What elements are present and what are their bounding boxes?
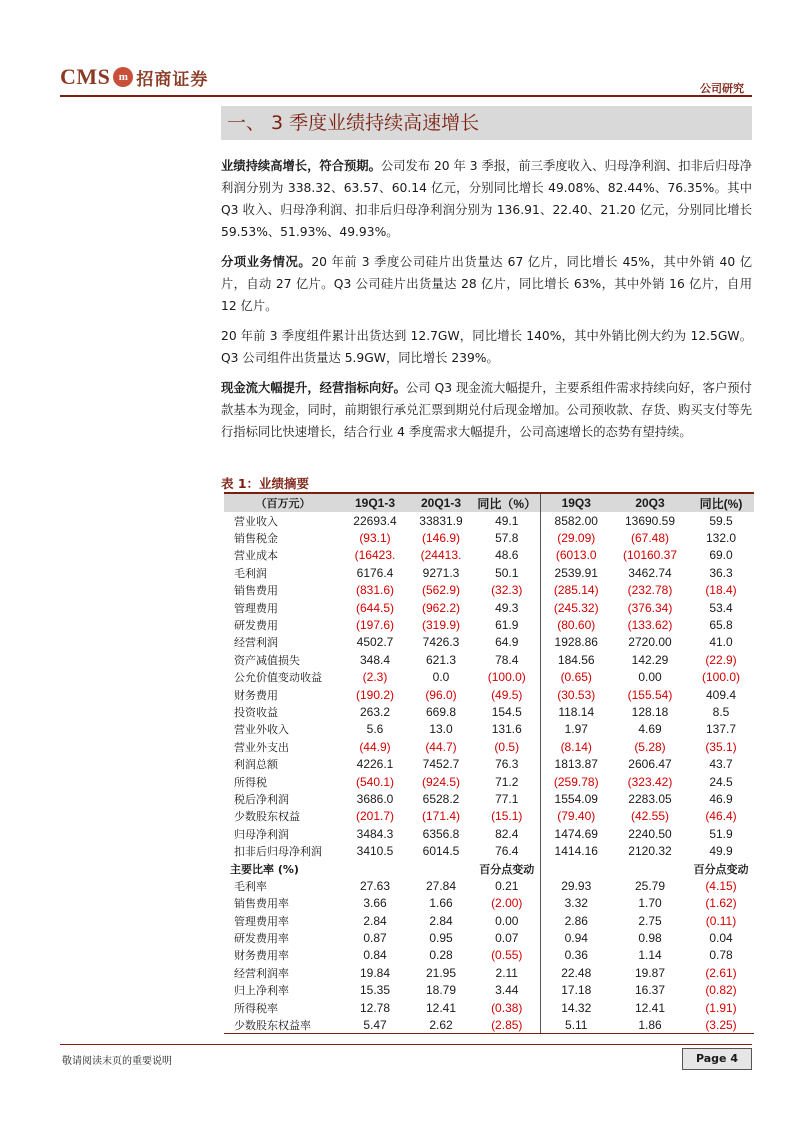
table-cell: 5.47: [342, 1016, 408, 1033]
table-cell: 2240.50: [628, 826, 672, 841]
logo-cn-text: 招商证券: [136, 69, 209, 90]
table-cell: 12.78: [359, 1000, 391, 1015]
table-cell: 76.3: [495, 757, 519, 772]
table-row: [224, 686, 754, 703]
table-cell: (46.4): [705, 809, 737, 824]
table-cell: 6176.4: [356, 565, 394, 580]
table-cell: 0.36: [540, 947, 612, 964]
table-cell: 50.1: [495, 565, 519, 580]
ratio-header-cell: 百分点变动: [693, 862, 749, 876]
table-cell: 16.37: [634, 983, 666, 998]
table-header-cell: 同比（%）: [474, 493, 540, 512]
table-row: [224, 738, 754, 755]
ratio-header-row: [224, 860, 754, 877]
section-title: 一、 3 季度业绩持续高速增长: [221, 106, 752, 140]
row-label: 销售费用率: [234, 897, 289, 911]
table-cell: 5.11: [540, 1016, 612, 1033]
table-cell: 118.14: [540, 703, 612, 720]
table-row: [224, 877, 754, 894]
table-cell: (93.1): [359, 531, 391, 546]
table-cell: (0.82): [705, 983, 737, 998]
table-cell: 1928.86: [540, 634, 612, 651]
table-cell: (190.2): [355, 687, 395, 702]
table-cell: 22693.4: [353, 513, 397, 528]
table-row: [224, 669, 754, 686]
table-cell: (6013.0: [540, 547, 612, 564]
paragraph: [221, 325, 752, 369]
row-label: 销售税金: [234, 532, 278, 546]
table-cell: 64.9: [495, 635, 519, 650]
table-cell: (32.3): [491, 583, 523, 598]
table-cell: 263.2: [359, 704, 391, 719]
table-cell: 0.87: [363, 931, 387, 946]
table-header-cell: （百万元）: [224, 493, 342, 512]
table-cell: 3.44: [495, 983, 519, 998]
table-cell: 3484.3: [356, 826, 394, 841]
table-row: [224, 651, 754, 668]
row-label: 所得税: [234, 775, 267, 789]
table-cell: 409.4: [705, 687, 737, 702]
empty-cell: [540, 860, 688, 877]
table-cell: (79.40): [540, 808, 612, 825]
table-cell: 0.07: [495, 931, 519, 946]
table-cell: 0.00: [638, 670, 662, 685]
table-cell: 48.6: [495, 548, 519, 563]
table-cell: (197.6): [355, 618, 395, 633]
table-cell: 1554.09: [540, 790, 612, 807]
row-label: 利润总额: [234, 758, 278, 772]
row-label: 所得税率: [234, 1001, 278, 1015]
row-label: 归母净利润: [234, 827, 289, 841]
table-cell: 1.66: [429, 896, 453, 911]
table-cell: 69.0: [709, 548, 733, 563]
table-cell: 19.87: [634, 965, 666, 980]
table-row: [224, 808, 754, 825]
table-cell: 1.70: [638, 896, 662, 911]
empty-cell: [342, 860, 474, 877]
table-cell: 49.9: [709, 844, 733, 859]
table-cell: 43.7: [709, 757, 733, 772]
table-cell: 49.3: [495, 600, 519, 615]
table-header-cell: 同比(%): [688, 493, 754, 512]
table-cell: 22.48: [540, 964, 612, 981]
paragraph-lead: 分项业务情况。: [221, 255, 312, 269]
row-label: 公允价值变动收益: [234, 671, 322, 685]
row-label: 少数股东权益: [234, 810, 300, 824]
table-cell: 41.0: [709, 635, 733, 650]
table-cell: 27.63: [359, 878, 391, 893]
table-cell: 0.00: [495, 913, 519, 928]
table-cell: 621.3: [425, 652, 457, 667]
row-label: 财务费用: [234, 688, 278, 702]
table-caption: 表 1：业绩摘要: [221, 476, 310, 491]
row-label: 营业外收入: [234, 723, 289, 737]
table-cell: (323.42): [627, 774, 673, 789]
table-cell: (924.5): [421, 774, 461, 789]
table-cell: 1474.69: [540, 825, 612, 842]
table-cell: (540.1): [355, 774, 395, 789]
table-cell: 1414.16: [540, 842, 612, 859]
table-cell: 77.1: [495, 791, 519, 806]
table-cell: (0.11): [705, 913, 737, 928]
table-cell: 0.04: [709, 931, 733, 946]
table-cell: (201.7): [355, 809, 395, 824]
table-cell: 59.5: [709, 513, 733, 528]
row-label: 营业收入: [234, 514, 278, 528]
footer-divider: [60, 1044, 752, 1045]
table-row: [224, 895, 754, 912]
table-cell: (0.5): [494, 739, 520, 754]
table-cell: 53.4: [709, 600, 733, 615]
table-cell: (44.7): [425, 739, 457, 754]
table-cell: 1.86: [612, 1016, 688, 1033]
table-cell: 21.95: [425, 965, 457, 980]
table-header-cell: 19Q1-3: [342, 493, 408, 512]
table-cell: 0.0: [432, 670, 450, 685]
table-cell: (29.09): [540, 529, 612, 546]
table-cell: 154.5: [491, 704, 522, 719]
table-cell: (376.34): [627, 600, 673, 615]
table-cell: 669.8: [425, 704, 457, 719]
table-cell: 3462.74: [628, 565, 672, 580]
table-cell: (4.15): [705, 878, 737, 893]
table-cell: (30.53): [540, 686, 612, 703]
header-divider: [60, 95, 752, 97]
table-cell: 2.62: [408, 1016, 474, 1033]
table-row: [224, 982, 754, 999]
table-cell: 2.84: [363, 913, 387, 928]
table-header-cell: 20Q1-3: [408, 493, 474, 512]
table-row: [224, 529, 754, 546]
table-cell: 76.4: [495, 844, 519, 859]
paragraph-text: 公司 Q3 现金流大幅提升，主要系组件需求持续向好，客户预付款基本为现金，同时，前期银行承兑汇票到期兑付后现金增加。公司预收款、存货、购买支付等先行指标同比快速增长，结合行业 4 季度需求大幅提升，公司高速增长的态势有望持续。: [221, 381, 752, 439]
table-cell: (0.55): [491, 948, 523, 963]
table-cell: 137.7: [705, 722, 737, 737]
table-row: [224, 790, 754, 807]
table-cell: 0.28: [429, 948, 453, 963]
table-cell: (49.5): [491, 687, 523, 702]
table-cell: (171.4): [421, 809, 461, 824]
table-cell: 2539.91: [540, 564, 612, 581]
table-cell: (644.5): [355, 600, 395, 615]
table-cell: (15.1): [491, 809, 523, 824]
row-label: 经营利润: [234, 636, 278, 650]
table-cell: (146.9): [421, 531, 461, 546]
table-header-cell: 19Q3: [540, 493, 612, 512]
table-cell: (2.00): [491, 896, 523, 911]
logo-mark-icon: m: [113, 67, 133, 87]
table-cell: 19.84: [359, 965, 391, 980]
row-label: 资产减值损失: [234, 653, 300, 667]
table-cell: (18.4): [705, 583, 737, 598]
table-cell: (22.9): [705, 652, 737, 667]
table-row: [224, 512, 754, 529]
paragraph-lead: 业绩持续高增长，符合预期。: [221, 159, 381, 173]
row-label: 研发费用率: [234, 932, 289, 946]
table-cell: 9271.3: [422, 565, 460, 580]
table-cell: (80.60): [540, 616, 612, 633]
table-row: [224, 547, 754, 564]
table-cell: 27.84: [425, 878, 457, 893]
table-cell: (2.61): [705, 965, 737, 980]
table-cell: (285.14): [540, 582, 612, 599]
table-row: [224, 842, 754, 859]
table-cell: 71.2: [495, 774, 519, 789]
table-row: [224, 564, 754, 581]
table-cell: 2283.05: [628, 791, 672, 806]
paragraph-text: 20 年前 3 季度组件累计出货达到 12.7GW，同比增长 140%，其中外销比例大约为 12.5GW。Q3 公司组件出货量达 5.9GW，同比增长 239%。: [221, 329, 752, 365]
table-cell: (232.78): [627, 583, 673, 598]
table-cell: (562.9): [421, 583, 461, 598]
table-row: [224, 616, 754, 633]
table-cell: (155.54): [627, 687, 673, 702]
table-cell: 0.84: [363, 948, 387, 963]
table-cell: (0.65): [540, 669, 612, 686]
table-cell: (10160.37: [622, 548, 678, 563]
table-cell: 18.79: [425, 983, 457, 998]
table-cell: 1.14: [638, 948, 662, 963]
table-cell: (2.3): [362, 670, 388, 685]
table-cell: 82.4: [495, 826, 519, 841]
table-cell: 6014.5: [422, 844, 460, 859]
paragraph: [221, 377, 752, 443]
table-cell: 51.9: [709, 826, 733, 841]
table-cell: 2.11: [495, 965, 518, 980]
table-row: [224, 582, 754, 599]
table-cell: 2720.00: [628, 635, 672, 650]
page-number: Page 4: [682, 1048, 752, 1070]
table-cell: 15.35: [359, 983, 391, 998]
table-cell: 128.18: [631, 704, 669, 719]
table-cell: 4.69: [638, 722, 662, 737]
table-cell: 3.32: [540, 895, 612, 912]
table-cell: 3.66: [363, 896, 387, 911]
row-label: 少数股东权益率: [224, 1016, 342, 1033]
table-header-row: [224, 493, 754, 512]
row-label: 经营利润率: [234, 966, 289, 980]
row-label: 毛利率: [234, 879, 267, 893]
page-header: [60, 58, 752, 98]
row-label: 管理费用率: [234, 914, 289, 928]
table-cell: 2120.32: [628, 844, 672, 859]
table-cell: 12.41: [634, 1000, 666, 1015]
paragraph: [221, 155, 752, 243]
table-cell: 132.0: [705, 531, 737, 546]
table-row: [224, 947, 754, 964]
table-cell: 2606.47: [628, 757, 672, 772]
table-row: [224, 1016, 754, 1033]
table-cell: 36.3: [709, 565, 733, 580]
report-type-label: 公司研究: [700, 82, 744, 95]
table-cell: (831.6): [355, 583, 395, 598]
table-cell: (259.78): [540, 773, 612, 790]
table-row: [224, 599, 754, 616]
table-cell: 7426.3: [422, 635, 460, 650]
table-cell: (35.1): [705, 739, 737, 754]
table-row: [224, 825, 754, 842]
table-header-cell: 20Q3: [612, 493, 688, 512]
table-cell: (1.62): [705, 896, 737, 911]
table-cell: (24413.: [420, 548, 462, 563]
row-label: 财务费用率: [234, 949, 289, 963]
table-row: [224, 755, 754, 772]
table-cell: 0.78: [709, 948, 733, 963]
row-label: 毛利润: [234, 566, 267, 580]
table-row: [224, 634, 754, 651]
table-cell: (133.62): [627, 618, 673, 633]
table-row: [224, 773, 754, 790]
table-cell: 24.5: [709, 774, 733, 789]
table-cell: 1813.87: [540, 755, 612, 772]
table-row: [224, 964, 754, 981]
earnings-summary-table: [224, 492, 754, 1034]
table-cell: 184.56: [540, 651, 612, 668]
row-label: 归上净利率: [234, 984, 289, 998]
table-cell: 4502.7: [356, 635, 394, 650]
table-cell: 142.29: [631, 652, 669, 667]
row-label: 扣非后归母净利润: [234, 845, 322, 859]
table-cell: (0.38): [491, 1000, 523, 1015]
table-row: [224, 721, 754, 738]
table-cell: 348.4: [359, 652, 391, 667]
table-cell: 6356.8: [422, 826, 460, 841]
table-cell: (8.14): [540, 738, 612, 755]
table-cell: 13.0: [429, 722, 453, 737]
row-label: 税后净利润: [234, 792, 289, 806]
ratio-header-cell: 百分点变动: [479, 862, 535, 876]
ratio-header-cell: 主要比率 (%): [230, 862, 299, 876]
table-cell: (67.48): [630, 531, 670, 546]
table-row: [224, 929, 754, 946]
table-cell: 3686.0: [356, 791, 394, 806]
table-cell: (100.0): [701, 670, 741, 685]
table-cell: 29.93: [540, 877, 612, 894]
table-cell: 13690.59: [624, 513, 676, 528]
table-row: [224, 703, 754, 720]
table-cell: 25.79: [634, 878, 666, 893]
row-label: 营业外支出: [234, 740, 289, 754]
row-label: 管理费用: [234, 601, 278, 615]
table-cell: (44.9): [359, 739, 391, 754]
body-text: [221, 155, 752, 451]
table-cell: 65.8: [709, 618, 733, 633]
table-cell: (962.2): [421, 600, 461, 615]
table-cell: 46.9: [709, 791, 733, 806]
table-cell: 0.95: [429, 931, 453, 946]
row-label: 研发费用: [234, 619, 278, 633]
table-cell: 33831.9: [419, 513, 463, 528]
table-cell: 17.18: [540, 982, 612, 999]
table-cell: 0.94: [540, 929, 612, 946]
paragraph-text: 公司发布 20 年 3 季报，前三季度收入、归母净利润、扣非后归母净利润分别为 338.32、63.57、60.14 亿元，分别同比增长 49.08%、82.44%、76.35%。其中 Q3 收入、归母净利润、扣非后归母净利润分别为 136.91、22.40、21.20 亿元，分别同比增长 59.53%、51.93%、49.93%。: [221, 159, 752, 239]
table-cell: (1.91): [705, 1000, 737, 1015]
table-cell: 4226.1: [356, 757, 394, 772]
table-row: [224, 999, 754, 1016]
row-label: 销售费用: [234, 584, 278, 598]
cms-logo: [60, 62, 208, 92]
table-cell: 131.6: [491, 722, 522, 737]
table-cell: (319.9): [421, 618, 461, 633]
table-cell: 8582.00: [540, 512, 612, 529]
table-cell: 8.5: [712, 704, 730, 719]
table-cell: 2.86: [540, 912, 612, 929]
table-cell: 12.41: [425, 1000, 457, 1015]
table-cell: 1.97: [540, 721, 612, 738]
table-cell: 3410.5: [356, 844, 394, 859]
table-cell: 78.4: [495, 652, 519, 667]
row-label: 营业成本: [234, 549, 278, 563]
logo-cms-text: CMS: [60, 64, 111, 89]
paragraph-lead: 现金流大幅提升，经营指标向好。: [221, 381, 406, 395]
row-label: 投资收益: [234, 705, 278, 719]
table-cell: 5.6: [366, 722, 384, 737]
table-cell: (245.32): [540, 599, 612, 616]
table-cell: 0.98: [638, 931, 662, 946]
table-cell: (2.85): [474, 1016, 540, 1033]
table-cell: (5.28): [634, 739, 666, 754]
disclaimer-note: 敬请阅读末页的重要说明: [62, 1056, 172, 1067]
table-cell: 2.75: [638, 913, 662, 928]
table-cell: 0.21: [495, 878, 519, 893]
paragraph-text: 20 年前 3 季度公司硅片出货量达 67 亿片，同比增长 45%，其中外销 40 亿片，自动 27 亿片。Q3 公司硅片出货量达 28 亿片，同比增长 63%，其中外销 16 亿片，自用 12 亿片。: [221, 255, 752, 313]
table-cell: (16423.: [354, 548, 396, 563]
table-cell: 7452.7: [422, 757, 460, 772]
table-cell: 2.84: [429, 913, 453, 928]
table-cell: (42.55): [630, 809, 670, 824]
table-cell: (100.0): [487, 670, 526, 685]
table-cell: (96.0): [425, 687, 457, 702]
table-cell: 49.1: [495, 513, 519, 528]
table-row: [224, 912, 754, 929]
table-cell: 57.8: [495, 531, 519, 546]
paragraph: [221, 251, 752, 317]
table-cell: (3.25): [688, 1016, 754, 1033]
table-cell: 61.9: [495, 618, 519, 633]
table-cell: 6528.2: [422, 791, 460, 806]
table-cell: 14.32: [540, 999, 612, 1016]
